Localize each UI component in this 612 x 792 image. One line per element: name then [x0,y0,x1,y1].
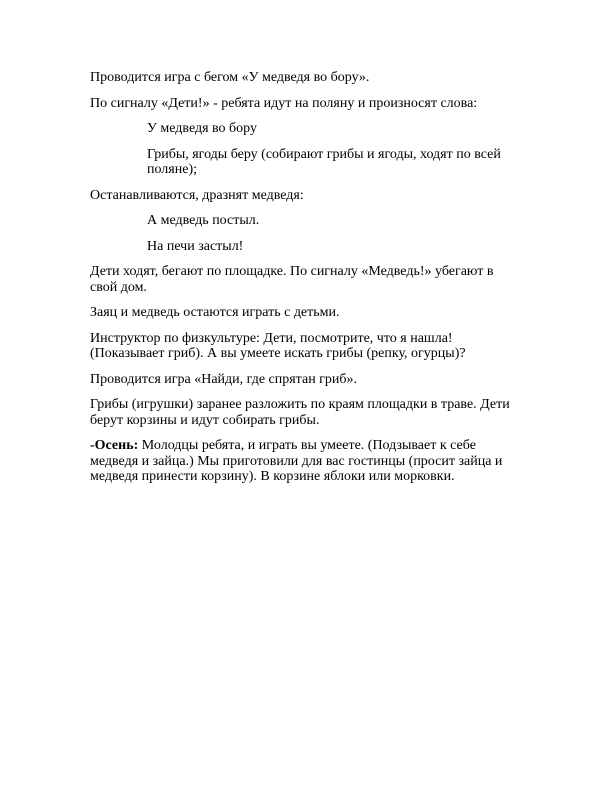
verse-line-2: Грибы, ягоды беру (собирают грибы и ягоды, ходят по всей поляне); [147,146,501,177]
verse-line-3: А медведь постыл. [147,213,260,228]
paragraph-instructor: Инструктор по физкультуре: Дети, посмотрите, что я нашла! (Показывает гриб). А вы умеете искать грибы (репку, огурцы)? [90,330,466,361]
speaker-label: -Осень: [90,438,139,453]
verse-line-4: На печи застыл! [147,238,244,254]
document-body [90,70,520,495]
verse-line-1: У медведя во бору [147,121,257,136]
paragraph-mushrooms: Грибы (игрушки) заранее разложить по краям площадки в траве. Дети берут корзины и идут собирать грибы. [90,397,510,428]
paragraph-autumn [90,438,520,485]
paragraph-autumn-text: Молодцы ребята, и играть вы умеете. (Подзывает к себе медведя и зайца.) Мы приготовили для вас гостинцы (просит зайца и медведя принести корзину). В корзине яблоки или морковки. [90,438,503,484]
paragraph-game-find: Проводится игра «Найди, где спрятан гриб». [90,371,358,387]
paragraph-stay: Заяц и медведь остаются играть с детьми. [90,305,340,320]
paragraph-signal: По сигналу «Дети!» - ребята идут на поляну и произносят слова: [90,95,478,111]
paragraph-game-intro: Проводится игра с бегом «У медведя во бору». [90,70,370,85]
paragraph-stop: Останавливаются, дразнят медведя: [90,187,304,203]
paragraph-run-home: Дети ходят, бегают по площадке. По сигналу «Медведь!» убегают в свой дом. [90,264,494,295]
